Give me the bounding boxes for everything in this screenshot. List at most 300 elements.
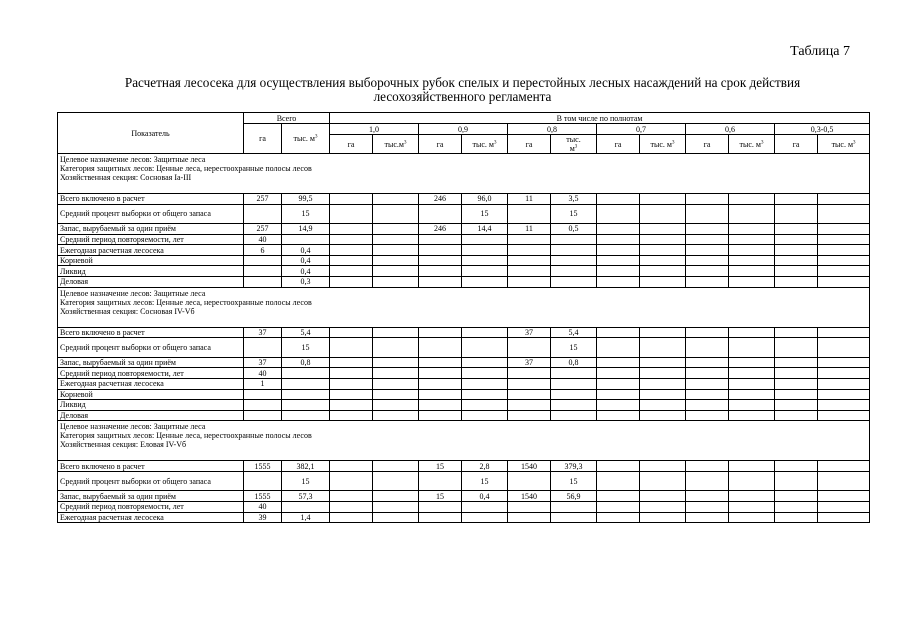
table-cell	[597, 327, 640, 338]
table-cell: 15	[462, 204, 508, 224]
table-cell	[818, 410, 870, 421]
table-cell	[775, 491, 818, 502]
table-cell	[640, 234, 686, 245]
table-cell	[330, 461, 373, 472]
table-row	[58, 502, 870, 513]
table-cell	[775, 224, 818, 235]
table-cell	[551, 410, 597, 421]
table-cell	[775, 400, 818, 411]
table-cell	[508, 255, 551, 266]
table-cell: 96,0	[462, 194, 508, 205]
table-cell	[282, 234, 330, 245]
table-cell	[508, 368, 551, 379]
table-cell	[330, 471, 373, 491]
table-cell	[282, 410, 330, 421]
table-cell	[462, 327, 508, 338]
table-cell	[686, 357, 729, 368]
table-cell	[775, 368, 818, 379]
table-cell	[419, 502, 462, 513]
table-cell: 1540	[508, 461, 551, 472]
table-cell	[508, 378, 551, 389]
table-cell	[729, 338, 775, 358]
table-cell	[775, 266, 818, 277]
table-cell: 0,3	[282, 277, 330, 288]
table-cell	[330, 378, 373, 389]
table-row	[58, 512, 870, 523]
table-cell	[640, 245, 686, 256]
table-cell	[729, 277, 775, 288]
row-label: Корневой	[58, 255, 244, 266]
table-cell	[551, 512, 597, 523]
table-cell	[419, 368, 462, 379]
table-cell: 57,3	[282, 491, 330, 502]
table-cell	[775, 277, 818, 288]
table-row	[58, 327, 870, 338]
header-unit-ths: тыс. $м^3$	[729, 135, 775, 154]
table-cell	[373, 512, 419, 523]
header-total: Всего	[244, 113, 330, 124]
table-cell	[597, 461, 640, 472]
table-cell	[775, 255, 818, 266]
table-cell	[419, 245, 462, 256]
table-cell	[244, 400, 282, 411]
table-cell	[818, 471, 870, 491]
table-cell	[775, 357, 818, 368]
table-cell: 37	[244, 357, 282, 368]
table-cell	[462, 502, 508, 513]
table-cell: 37	[244, 327, 282, 338]
table-cell	[330, 502, 373, 513]
table-cell	[686, 400, 729, 411]
table-cell	[597, 204, 640, 224]
table-cell	[419, 357, 462, 368]
header-unit-ths: тыс. $м^3$	[818, 135, 870, 154]
table-cell: 15	[551, 204, 597, 224]
table-row	[58, 389, 870, 400]
table-cell	[729, 234, 775, 245]
table-row	[58, 204, 870, 224]
table-cell: 11	[508, 194, 551, 205]
table-cell	[775, 327, 818, 338]
table-cell	[462, 378, 508, 389]
table-cell	[640, 502, 686, 513]
table-cell	[462, 266, 508, 277]
table-cell	[282, 502, 330, 513]
table-cell	[775, 410, 818, 421]
table-row	[58, 471, 870, 491]
row-label: Ежегодная расчетная лесосека	[58, 378, 244, 389]
row-label: Корневой	[58, 389, 244, 400]
table-cell	[462, 400, 508, 411]
table-cell	[686, 512, 729, 523]
table-cell: 5,4	[551, 327, 597, 338]
table-cell	[419, 204, 462, 224]
header-unit-ths: тыс. $м^3$	[462, 135, 508, 154]
table-cell: 0,4	[282, 266, 330, 277]
table-cell	[686, 204, 729, 224]
table-cell	[373, 378, 419, 389]
table-cell	[818, 502, 870, 513]
table-cell	[640, 389, 686, 400]
table-cell	[729, 327, 775, 338]
table-cell	[330, 512, 373, 523]
table-cell: 0,4	[282, 245, 330, 256]
row-label: Всего включено в расчет	[58, 194, 244, 205]
table-cell	[640, 194, 686, 205]
table-cell	[640, 461, 686, 472]
table-cell	[244, 471, 282, 491]
table-cell: 14,4	[462, 224, 508, 235]
table-cell	[640, 266, 686, 277]
row-label: Средний период повторяемости, лет	[58, 368, 244, 379]
table-cell: 1540	[508, 491, 551, 502]
table-cell	[729, 389, 775, 400]
table-cell	[729, 410, 775, 421]
title-line-2: лесохозяйственного регламента	[373, 89, 552, 104]
header-unit-ths: тыс. $м^3$	[640, 135, 686, 154]
section-line2: Категория защитных лесов: Ценные леса, нерестоохранные полосы лесов	[60, 164, 312, 173]
table-cell	[597, 224, 640, 235]
table-cell	[775, 234, 818, 245]
table-cell: 40	[244, 234, 282, 245]
table-cell	[818, 378, 870, 389]
row-label: Деловая	[58, 410, 244, 421]
header-unit-ha: га	[508, 135, 551, 154]
header-unit-ha: га	[775, 135, 818, 154]
section-header	[58, 154, 870, 194]
table-cell: 0,8	[551, 357, 597, 368]
table-cell	[462, 512, 508, 523]
table-cell	[462, 357, 508, 368]
table-cell	[419, 277, 462, 288]
row-label: Ежегодная расчетная лесосека	[58, 245, 244, 256]
table-cell	[729, 245, 775, 256]
table-row	[58, 357, 870, 368]
table-cell	[640, 255, 686, 266]
table-cell	[551, 389, 597, 400]
table-cell: 15	[282, 204, 330, 224]
table-cell	[640, 491, 686, 502]
table-cell	[419, 400, 462, 411]
table-cell	[282, 389, 330, 400]
table-cell	[597, 266, 640, 277]
row-label: Средний период повторяемости, лет	[58, 502, 244, 513]
table-cell	[818, 194, 870, 205]
table-row	[58, 224, 870, 235]
table-cell	[373, 255, 419, 266]
header-total-ths-m3: тыс. $м^3$	[282, 124, 330, 154]
table-cell	[419, 410, 462, 421]
table-cell	[818, 357, 870, 368]
table-cell	[330, 491, 373, 502]
table-cell	[373, 327, 419, 338]
table-cell	[686, 461, 729, 472]
table-cell	[373, 491, 419, 502]
table-cell: 6	[244, 245, 282, 256]
table-cell	[462, 255, 508, 266]
table-cell	[508, 234, 551, 245]
table-cell	[729, 378, 775, 389]
table-cell	[640, 400, 686, 411]
row-label: Всего включено в расчет	[58, 461, 244, 472]
table-cell	[818, 266, 870, 277]
table-cell	[462, 277, 508, 288]
table-cell: 15	[462, 471, 508, 491]
table-cell	[373, 194, 419, 205]
table-cell	[419, 512, 462, 523]
table-cell: 246	[419, 224, 462, 235]
table-row	[58, 266, 870, 277]
page-title	[50, 76, 875, 104]
header-unit-ha: га	[597, 135, 640, 154]
table-cell	[508, 277, 551, 288]
table-cell	[597, 502, 640, 513]
table-cell: 39	[244, 512, 282, 523]
table-cell	[508, 410, 551, 421]
table-cell	[686, 255, 729, 266]
table-cell	[686, 491, 729, 502]
section-line3: Хозяйственная секция: Сосновая IV-Vб	[60, 306, 195, 316]
row-label: Ежегодная расчетная лесосека	[58, 512, 244, 523]
table-cell	[373, 471, 419, 491]
table-cell	[686, 194, 729, 205]
header-density-1: 1,0	[330, 124, 419, 135]
table-cell	[597, 491, 640, 502]
table-cell: 1555	[244, 461, 282, 472]
table-cell	[508, 512, 551, 523]
table-cell	[729, 471, 775, 491]
table-cell: 0,4	[462, 491, 508, 502]
header-density-3: 0,8	[508, 124, 597, 135]
table-cell	[729, 255, 775, 266]
table-cell	[818, 277, 870, 288]
table-cell	[330, 357, 373, 368]
table-cell	[373, 234, 419, 245]
table-cell	[775, 338, 818, 358]
table-cell	[597, 400, 640, 411]
table-cell	[729, 204, 775, 224]
section-line3: Хозяйственная секция: Сосновая Ia-III	[60, 173, 192, 182]
table-cell	[775, 502, 818, 513]
table-cell: 5,4	[282, 327, 330, 338]
table-cell: 56,9	[551, 491, 597, 502]
table-cell	[686, 327, 729, 338]
table-cell: 11	[508, 224, 551, 235]
table-cell	[419, 389, 462, 400]
title-line-1: Расчетная лесосека для осуществления выборочных рубок спелых и перестойных лесных насаждений на срок действия	[124, 75, 801, 90]
table-cell	[640, 410, 686, 421]
header-total-ha: га	[244, 124, 282, 154]
table-cell	[729, 194, 775, 205]
table-cell	[818, 512, 870, 523]
table-cell	[373, 266, 419, 277]
table-cell: 1555	[244, 491, 282, 502]
header-row-1	[58, 113, 870, 124]
table-cell	[686, 389, 729, 400]
table-cell	[419, 327, 462, 338]
section-header	[58, 421, 870, 461]
table-cell	[419, 255, 462, 266]
table-cell	[282, 400, 330, 411]
table-row	[58, 410, 870, 421]
table-cell	[244, 266, 282, 277]
table-cell: 0,4	[282, 255, 330, 266]
table-cell	[775, 245, 818, 256]
row-label: Всего включено в расчет	[58, 327, 244, 338]
table-cell	[818, 204, 870, 224]
table-cell	[508, 471, 551, 491]
section-header	[58, 287, 870, 327]
header-unit-ha: га	[419, 135, 462, 154]
table-cell	[597, 245, 640, 256]
row-label: Средний процент выборки от общего запаса	[58, 338, 244, 358]
table-cell	[818, 338, 870, 358]
table-cell	[551, 245, 597, 256]
table-cell	[330, 224, 373, 235]
table-row	[58, 245, 870, 256]
table-cell: 257	[244, 194, 282, 205]
table-cell	[775, 389, 818, 400]
table-cell	[330, 194, 373, 205]
table-cell: 0,5	[551, 224, 597, 235]
table-cell: 3,5	[551, 194, 597, 205]
section-header-row	[58, 154, 870, 194]
table-row	[58, 255, 870, 266]
table-cell	[818, 400, 870, 411]
table-cell	[597, 338, 640, 358]
table-cell	[686, 410, 729, 421]
table-cell	[729, 502, 775, 513]
table-cell	[462, 389, 508, 400]
row-label: Деловая	[58, 277, 244, 288]
table-cell	[419, 266, 462, 277]
table-cell	[640, 378, 686, 389]
table-cell	[818, 255, 870, 266]
table-cell	[330, 245, 373, 256]
table-cell	[373, 204, 419, 224]
row-label: Ликвид	[58, 400, 244, 411]
table-cell	[775, 378, 818, 389]
header-unit-ha: га	[686, 135, 729, 154]
table-cell	[462, 368, 508, 379]
table-cell: 15	[551, 471, 597, 491]
table-row	[58, 378, 870, 389]
table-cell: 15	[551, 338, 597, 358]
table-cell	[686, 338, 729, 358]
table-cell	[640, 277, 686, 288]
table-cell: 382,1	[282, 461, 330, 472]
table-cell	[686, 502, 729, 513]
table-cell	[686, 245, 729, 256]
table-cell	[818, 491, 870, 502]
row-label: Средний процент выборки от общего запаса	[58, 204, 244, 224]
table-row	[58, 234, 870, 245]
table-cell	[640, 224, 686, 235]
table-cell	[729, 266, 775, 277]
table-cell: 40	[244, 368, 282, 379]
section-line3: Хозяйственная секция: Еловая IV-Vб	[60, 440, 187, 450]
table-cell	[462, 245, 508, 256]
table-cell	[373, 338, 419, 358]
table-cell: 0,8	[282, 357, 330, 368]
table-cell: 15	[419, 491, 462, 502]
table-cell	[244, 255, 282, 266]
table-cell	[686, 277, 729, 288]
table-cell	[373, 357, 419, 368]
table-cell	[282, 368, 330, 379]
table-cell	[551, 255, 597, 266]
section-header-row	[58, 287, 870, 327]
table-cell	[244, 204, 282, 224]
table-cell: 14,9	[282, 224, 330, 235]
table-cell	[508, 400, 551, 411]
table-cell	[640, 471, 686, 491]
table-cell	[640, 512, 686, 523]
table-cell	[508, 204, 551, 224]
table-row	[58, 338, 870, 358]
table-cell	[775, 194, 818, 205]
table-cell	[775, 512, 818, 523]
row-label: Запас, вырубаемый за один приём	[58, 357, 244, 368]
table-cell	[330, 389, 373, 400]
header-unit-ha: га	[330, 135, 373, 154]
table-row	[58, 400, 870, 411]
table-cell	[508, 266, 551, 277]
table-cell	[640, 357, 686, 368]
table-cell	[462, 410, 508, 421]
table-cell	[818, 224, 870, 235]
table-cell	[729, 512, 775, 523]
harvest-table	[57, 112, 870, 523]
section-line2: Категория защитных лесов: Ценные леса, нерестоохранные полосы лесов	[60, 297, 312, 307]
table-row	[58, 277, 870, 288]
table-cell: 1	[244, 378, 282, 389]
section-line2: Категория защитных лесов: Ценные леса, нерестоохранные полосы лесов	[60, 431, 312, 441]
table-cell: 15	[282, 471, 330, 491]
table-cell	[244, 338, 282, 358]
table-cell	[597, 512, 640, 523]
section-line1: Целевое назначение лесов: Защитные леса	[60, 422, 206, 432]
table-cell	[373, 224, 419, 235]
table-cell	[330, 255, 373, 266]
table-cell	[686, 471, 729, 491]
header-density-5: 0,6	[686, 124, 775, 135]
row-label: Средний процент выборки от общего запаса	[58, 471, 244, 491]
table-cell	[818, 368, 870, 379]
table-row	[58, 461, 870, 472]
header-density-6: 0,3-0,5	[775, 124, 870, 135]
table-cell	[775, 461, 818, 472]
section-header-row	[58, 421, 870, 461]
table-cell	[419, 471, 462, 491]
row-label: Запас, вырубаемый за один приём	[58, 491, 244, 502]
table-cell	[775, 204, 818, 224]
table-number-label: Таблица 7	[790, 44, 850, 59]
table-cell	[729, 461, 775, 472]
table-cell	[640, 338, 686, 358]
header-density-4: 0,7	[597, 124, 686, 135]
table-cell	[330, 338, 373, 358]
table-cell	[282, 378, 330, 389]
table-cell: 1,4	[282, 512, 330, 523]
table-cell	[729, 491, 775, 502]
table-cell	[551, 400, 597, 411]
table-cell	[419, 234, 462, 245]
header-unit-ths: тыс. $м^3$	[551, 135, 597, 154]
table-cell	[419, 378, 462, 389]
table-cell	[640, 327, 686, 338]
table-cell	[597, 234, 640, 245]
